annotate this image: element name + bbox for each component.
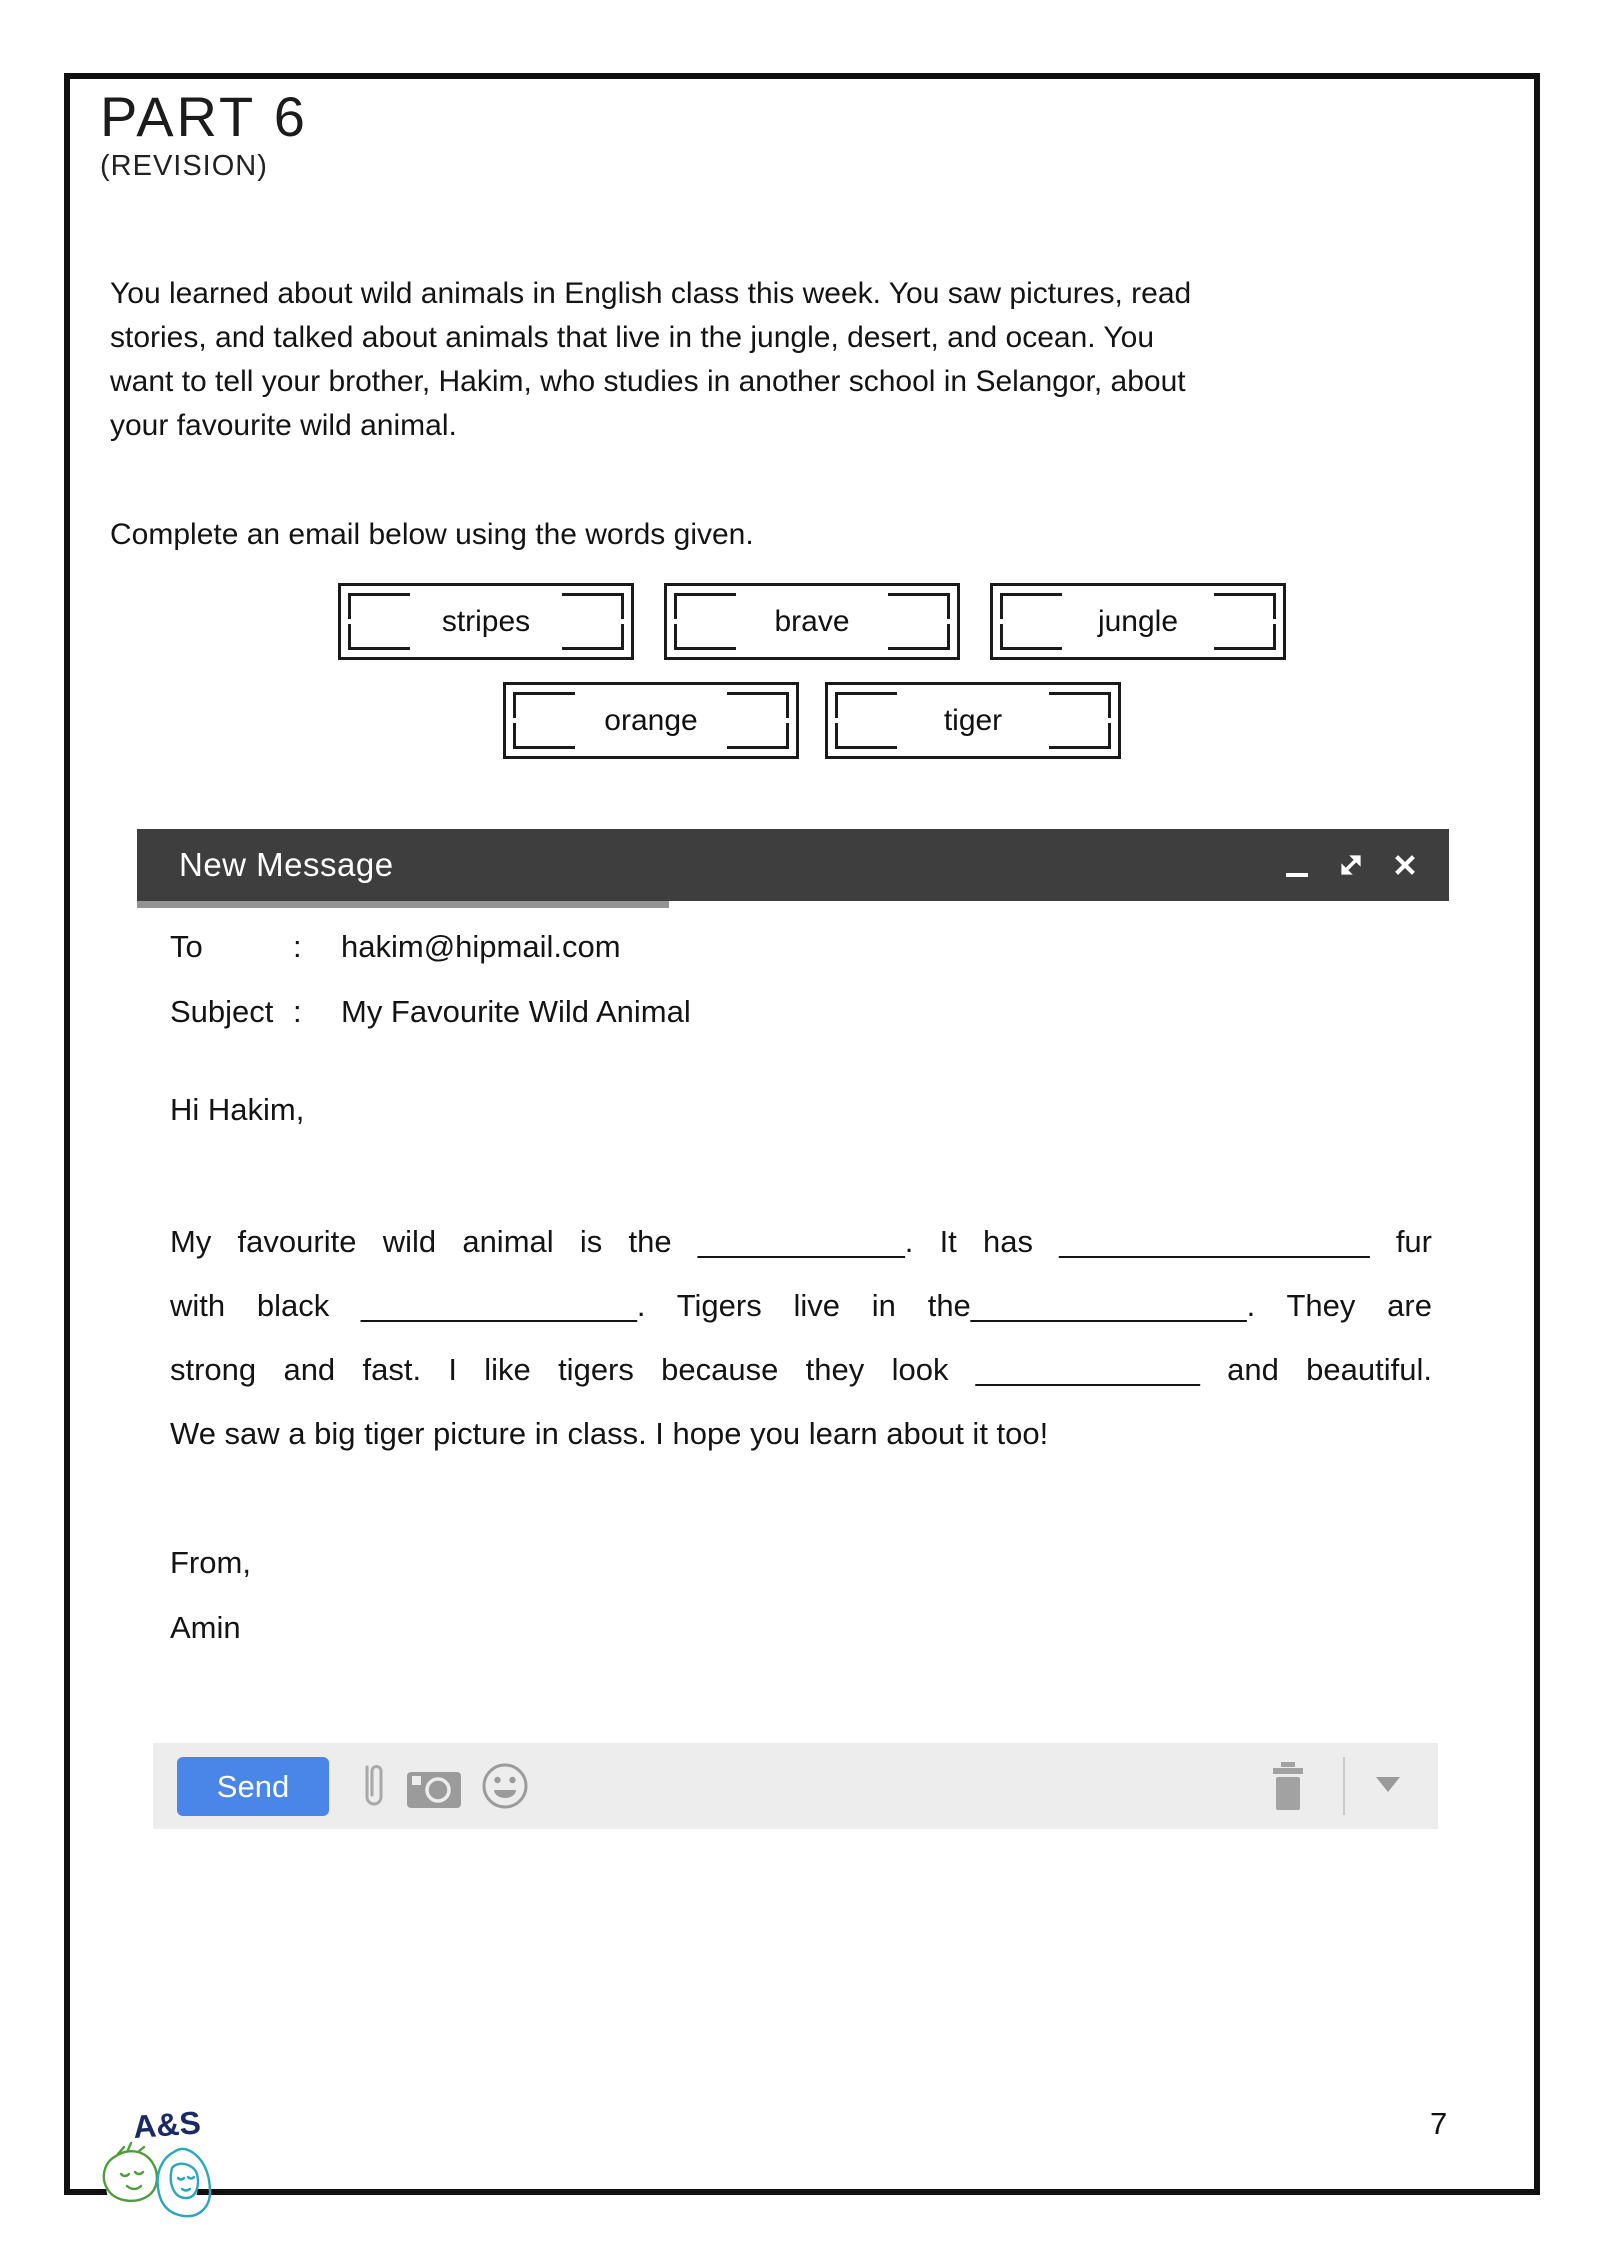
part-title: PART 6 (100, 85, 308, 148)
close-icon (1391, 851, 1419, 879)
intro-line: your favourite wild animal. (110, 409, 457, 442)
camera-button[interactable] (405, 1763, 463, 1811)
word-box-label: stripes (441, 604, 531, 638)
word-bank-row (174, 583, 1450, 660)
word-bank-row (174, 682, 1450, 759)
email-greeting: Hi Hakim, (170, 1092, 305, 1127)
attachment-button[interactable] (359, 1759, 387, 1815)
more-options-button[interactable] (1376, 1777, 1400, 1792)
trash-button[interactable] (1270, 1760, 1306, 1812)
closing-from: From, (170, 1545, 251, 1580)
word-box (825, 682, 1121, 759)
revision-subtitle: (REVISION) (100, 150, 268, 182)
email-toolbar (153, 1743, 1438, 1829)
field-colon: : (293, 994, 302, 1029)
emoji-icon (480, 1761, 530, 1811)
body-line: with black ________________. Tigers live in the________________. They are (170, 1288, 1432, 1323)
word-box (503, 682, 799, 759)
intro-line: want to tell your brother, Hakim, who studies in another school in Selangor, about (110, 365, 1186, 398)
expand-button[interactable] (1337, 850, 1365, 880)
send-button[interactable]: Send (177, 1757, 329, 1816)
instruction-text: Complete an email below using the words given. (110, 518, 754, 551)
email-titlebar (137, 829, 1449, 901)
close-button[interactable] (1391, 850, 1419, 880)
body-line: strong and fast. I like tigers because they look _____________ and beautiful. (170, 1352, 1432, 1387)
logo-text: A&S (131, 2104, 202, 2145)
email-compose-window (137, 829, 1449, 1804)
field-label: Subject (170, 994, 274, 1029)
emoji-button[interactable] (480, 1761, 530, 1811)
page-number: 7 (1430, 2106, 1448, 2141)
intro-paragraph (110, 272, 1455, 448)
field-colon: : (293, 929, 302, 964)
expand-icon (1337, 850, 1365, 880)
intro-line: stories, and talked about animals that live in the jungle, desert, and ocean. You (110, 321, 1155, 354)
subject-field-value: My Favourite Wild Animal (341, 994, 691, 1029)
brand-logo (94, 2094, 234, 2226)
word-box-label: tiger (943, 703, 1003, 737)
closing-name: Amin (170, 1610, 241, 1645)
word-box (338, 583, 634, 660)
trash-icon (1270, 1760, 1306, 1812)
toolbar-divider (1343, 1757, 1345, 1815)
minimize-button[interactable] (1283, 850, 1311, 880)
word-box (990, 583, 1286, 660)
word-box-label: jungle (1097, 604, 1179, 638)
titlebar-shadow (137, 901, 669, 908)
body-line: We saw a big tiger picture in class. I hope you learn about it too! (170, 1416, 1049, 1451)
window-controls (1283, 829, 1419, 901)
to-field-row (170, 929, 621, 965)
paperclip-icon (359, 1759, 387, 1815)
camera-icon (405, 1763, 463, 1811)
word-box-label: orange (604, 703, 698, 737)
field-label: To (170, 929, 203, 964)
caret-down-icon (1376, 1777, 1400, 1792)
minimize-icon (1286, 873, 1308, 877)
body-line: My favourite wild animal is the ____________. It has __________________ fur (170, 1224, 1432, 1259)
word-box-label: brave (774, 604, 850, 638)
intro-line: You learned about wild animals in English class this week. You saw pictures, read (110, 277, 1192, 310)
window-title: New Message (179, 846, 394, 883)
word-box (664, 583, 960, 660)
subject-field-row (170, 994, 691, 1030)
word-bank (110, 583, 1450, 759)
email-body (170, 1210, 1432, 1466)
to-field-value: hakim@hipmail.com (341, 929, 621, 964)
